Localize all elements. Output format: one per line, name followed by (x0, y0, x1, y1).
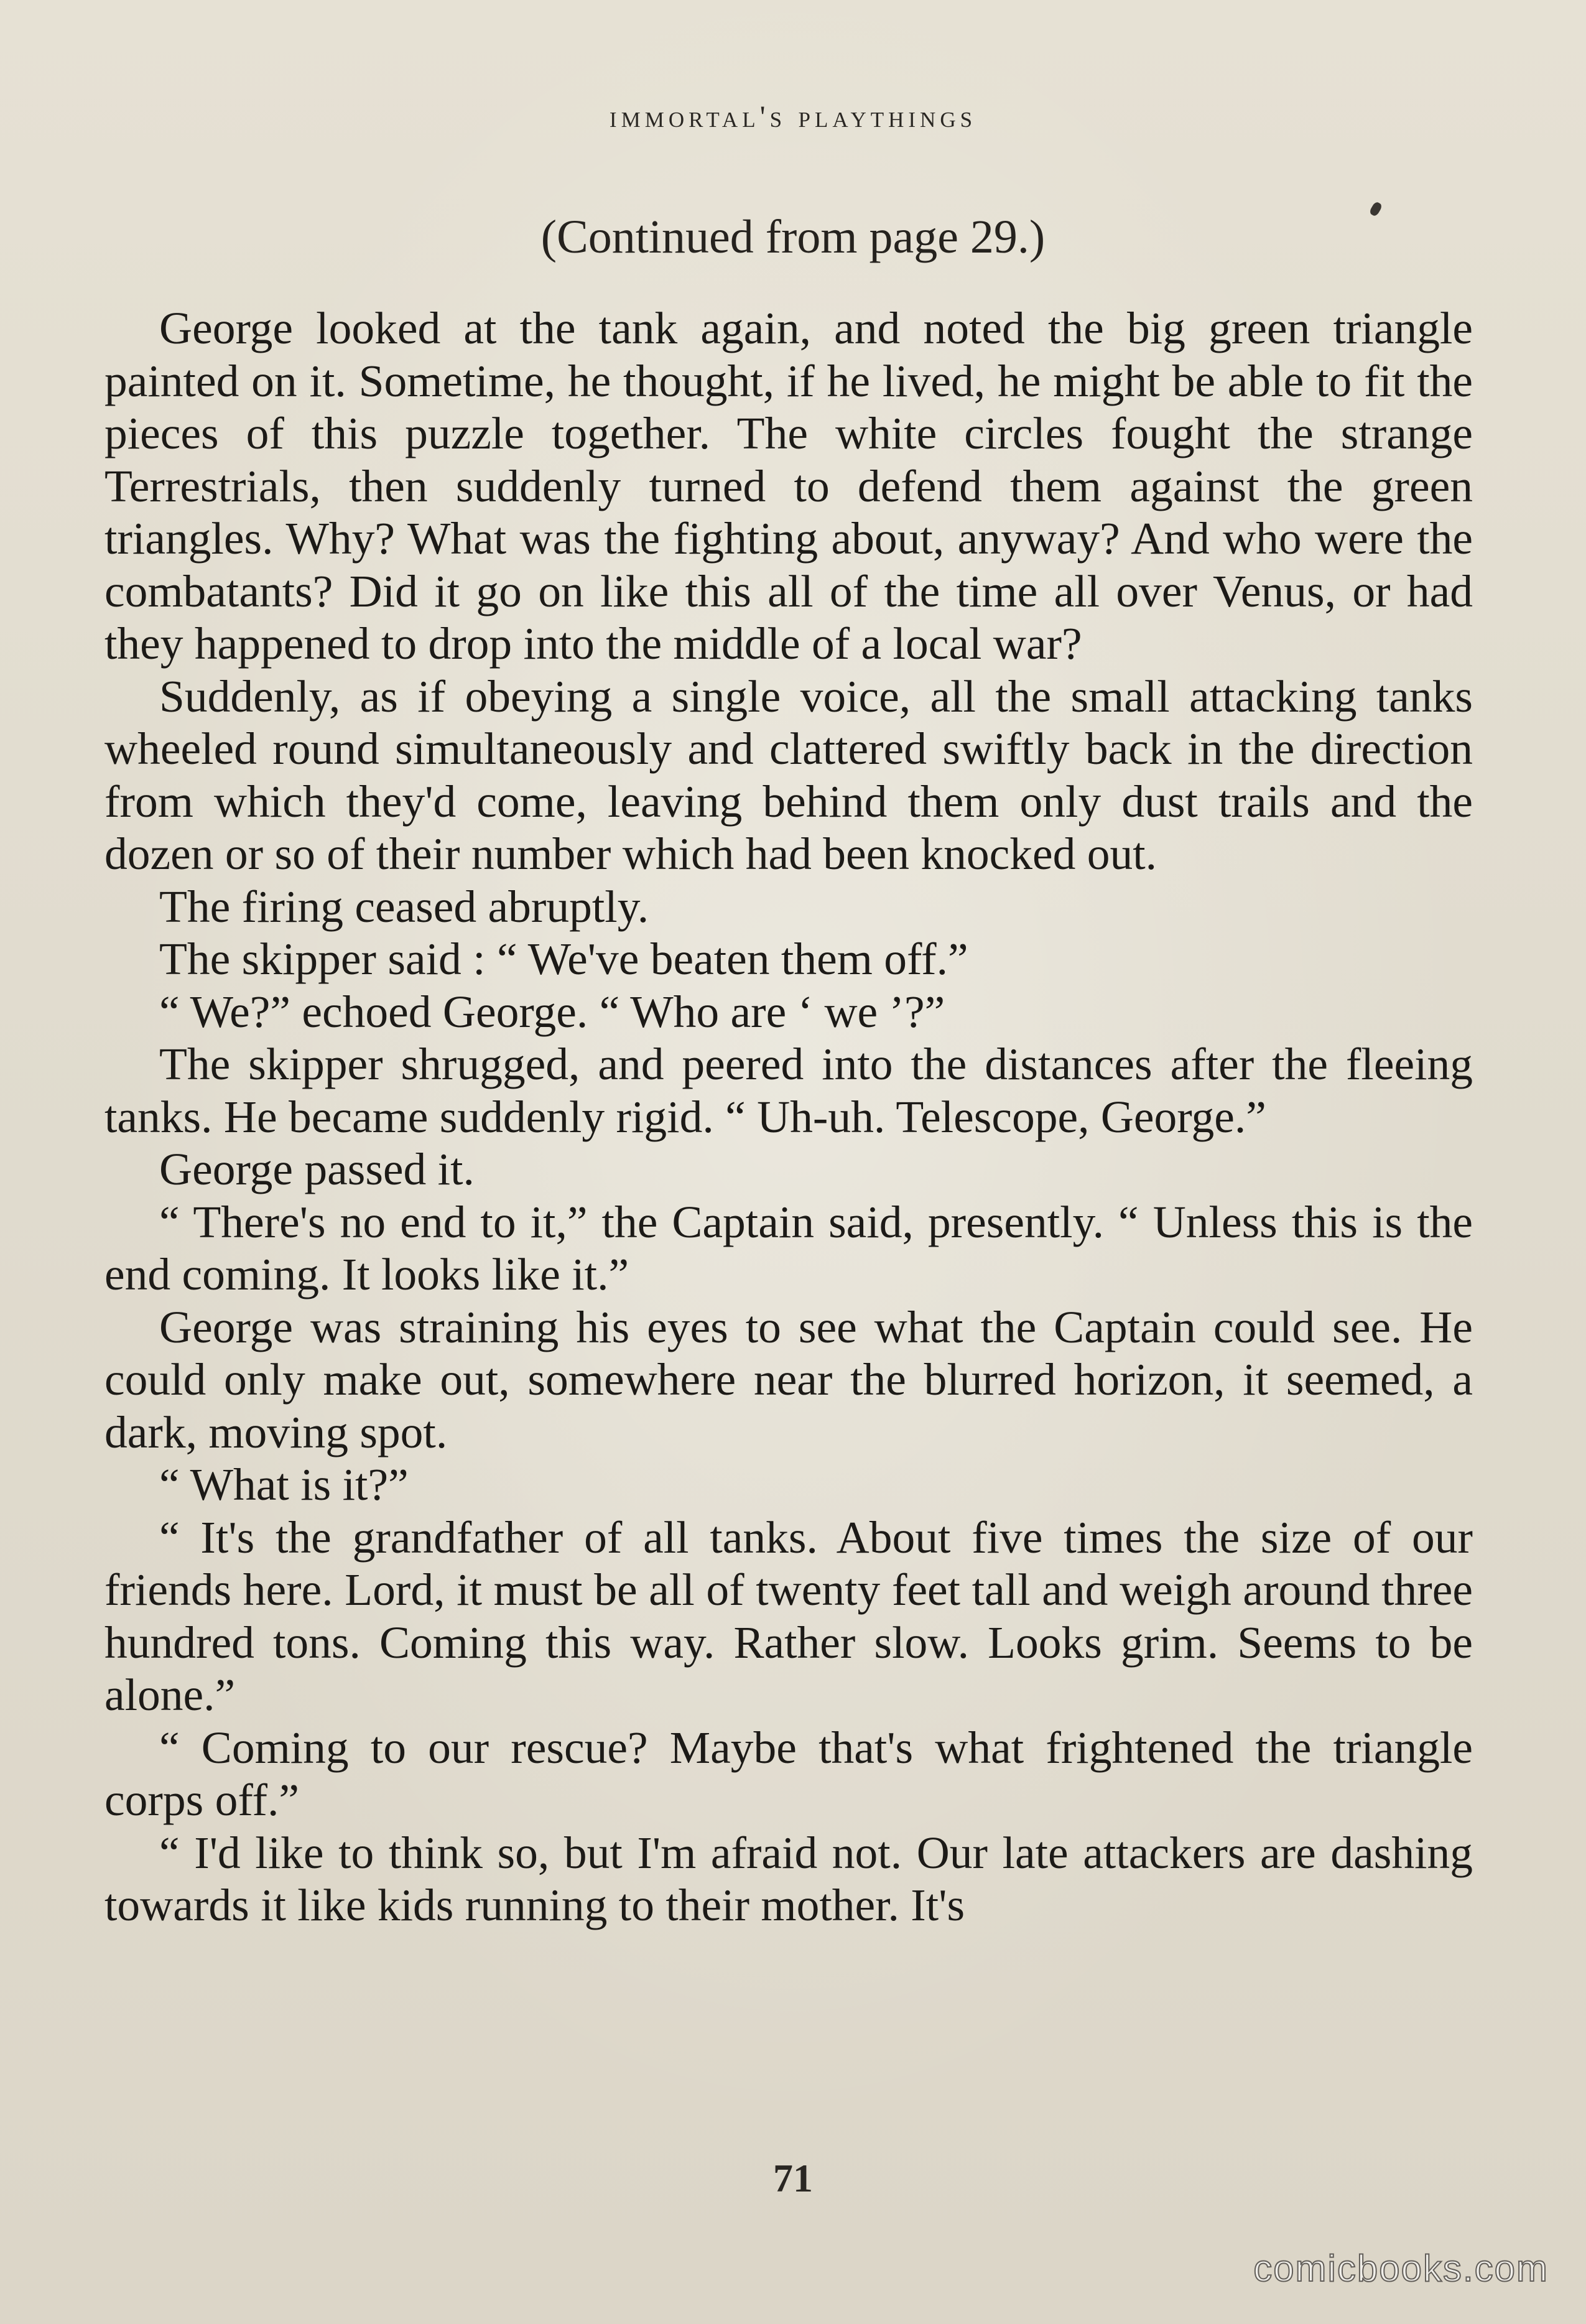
paragraph-4: The skipper said : “ We've beaten them off.” (159, 934, 968, 984)
paragraph-2: Suddenly, as if obeying a single voice, all the small attacking tanks wheeled round simultaneously and clattered swiftly back in the direction from which they'd come, leaving behind them only dust trails and the dozen or so of their number which had been knocked out. (104, 671, 1473, 879)
paragraph-8: “ There's no end to it,” the Captain said, presently. “ Unless this is the end coming. It looks like it.” (104, 1196, 1473, 1299)
paragraph-7: George passed it. (159, 1144, 475, 1194)
paragraph-1: George looked at the tank again, and noted the big green triangle painted on it. Sometime, he thought, if he lived, he might be able to fit the pieces of this puzzle together. The white circles fought the strange Terrestrials, then suddenly turned to defend them against the green triangles. Why? What was the fighting about, anyway? And who were the combatants? Did it go on like this all of the time all over Venus, or had they happened to drop into the middle of a local war? (104, 303, 1473, 669)
continued-note: (Continued from page 29.) (540, 211, 1046, 263)
paragraph-11: “ It's the grandfather of all tanks. About five times the size of our friends here. Lord, it must be all of twenty feet tall and weigh around three hundred tons. Coming this way. Rather slow. Looks grim. Seems to be alone.” (104, 1512, 1473, 1720)
paragraph-10: “ What is it?” (159, 1459, 409, 1510)
paragraph-6: The skipper shrugged, and peered into the distances after the fleeing tanks. He became suddenly rigid. “ Uh-uh. Telescope, George.” (104, 1039, 1473, 1142)
paragraph-5: “ We?” echoed George. “ Who are ‘ we ’?” (159, 986, 945, 1037)
paragraph-13: “ I'd like to think so, but I'm afraid not. Our late attackers are dashing towards it like kids running to their mother. It's (104, 1827, 1473, 1930)
paragraph-12: “ Coming to our rescue? Maybe that's what frightened the triangle corps off.” (104, 1722, 1473, 1825)
watermark: comicbooks.com (1253, 2247, 1549, 2289)
paragraph-3: The firing ceased abruptly. (159, 881, 649, 932)
page-number: 71 (773, 2156, 813, 2200)
paragraph-9: George was straining his eyes to see what the Captain could see. He could only make out, somewhere near the blurred horizon, it seemed, a dark, moving spot. (104, 1301, 1473, 1457)
body-text (104, 302, 1473, 1932)
running-head: immortal's playthings (609, 99, 977, 134)
